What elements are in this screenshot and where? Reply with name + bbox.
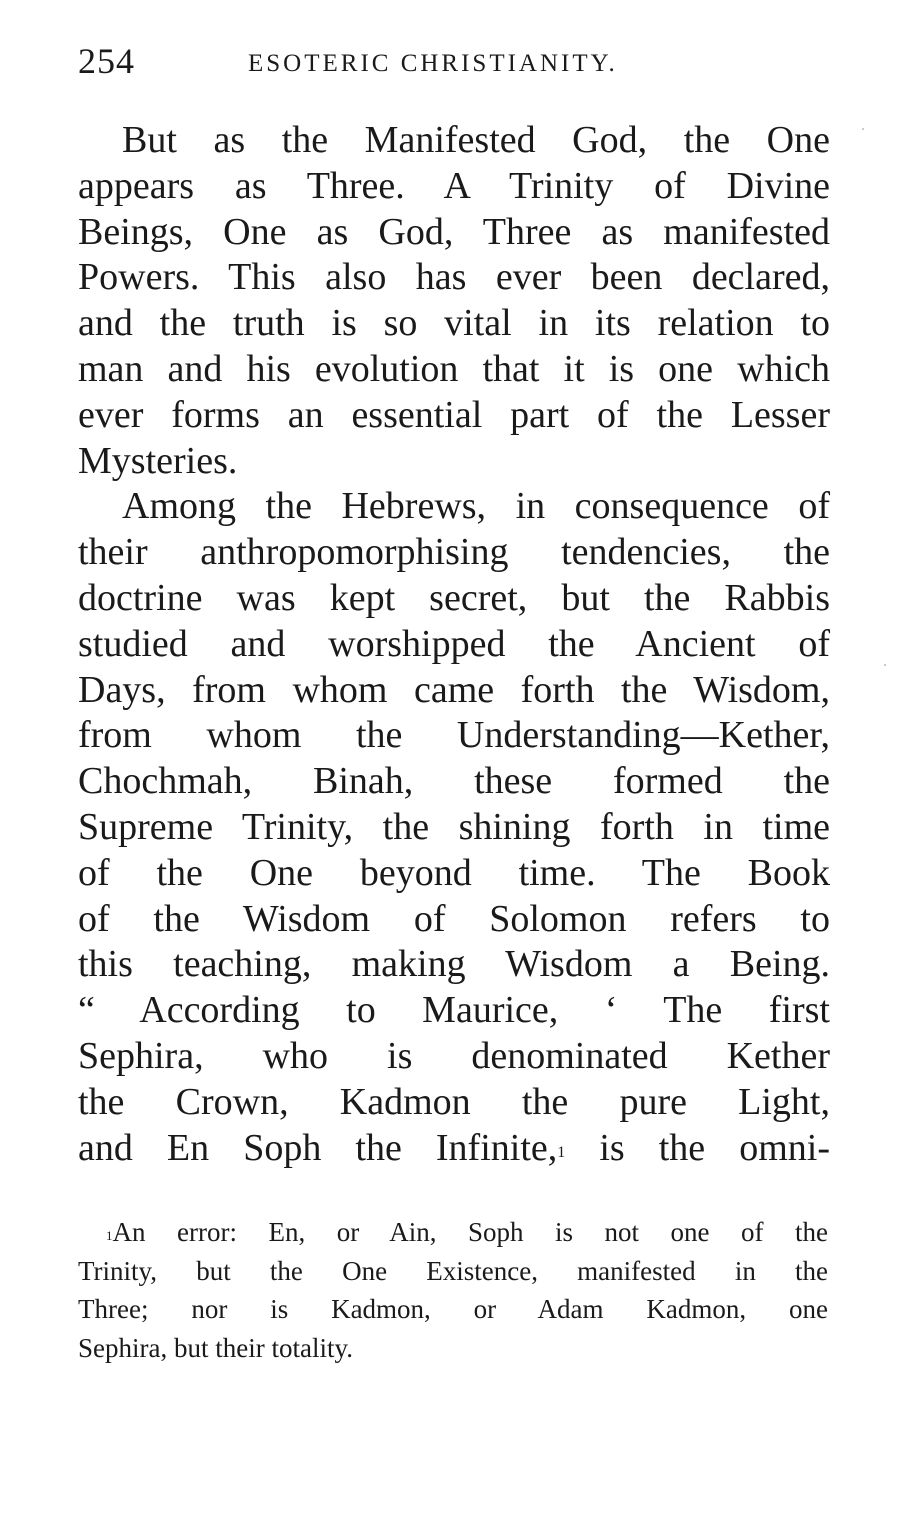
running-title: ESOTERIC CHRISTIANITY. [248,50,618,77]
text-line: Powers. This also has ever been declared, [78,256,830,299]
text-line: Beings, One as God, Three as manifested [78,210,830,253]
footnote-line: Trinity, but the One Existence, manifested in the [78,1255,828,1286]
text-line: appears as Three. A Trinity of Divine [78,164,830,207]
text-line: studied and worshipped the Ancient of [78,622,830,665]
page-header [78,40,838,88]
text-line: of the Wisdom of Solomon refers to [78,897,830,940]
paper-speck [884,664,886,666]
text-line: from whom the Understanding—Kether, [78,714,830,757]
text-line: “ According to Maurice, ‘ The first [78,989,830,1032]
text-line: doctrine was kept secret, but the Rabbis [78,576,830,619]
body-text [78,118,830,1171]
text-line: their anthropomorphising tendencies, the [78,531,830,574]
paragraph-2 [78,484,830,1171]
footnote-line [78,1213,828,1252]
footnote-text: An error: En, or Ain, Soph is not one of the [112,1217,828,1247]
text-line: Sephira, who is denominated Kether [78,1034,830,1077]
text-line: Days, from whom came forth the Wisdom, [78,668,830,711]
text-line: Among the Hebrews, in consequence of [122,485,830,528]
text-line-with-footnote [78,1126,830,1172]
text-line: man and his evolution that it is one which [78,347,830,390]
text-line: Mysteries. [78,439,238,482]
text-line: But as the Manifested God, the One [122,119,830,161]
footnote-line: Three; nor is Kadmon, or Adam Kadmon, one [78,1294,828,1324]
text-fragment: and En Soph the Infinite, [78,1126,558,1169]
text-line: the Crown, Kadmon the pure Light, [78,1080,830,1123]
text-line: of the One beyond time. The Book [78,851,830,894]
paragraph-1 [78,118,830,484]
text-line: this teaching, making Wisdom a Being. [78,943,830,986]
footnote-reference[interactable]: 1 [557,1143,566,1161]
text-line: and the truth is so vital in its relation to [78,302,830,345]
text-line: Chochmah, Binah, these formed the [78,760,830,803]
text-line: ever forms an essential part of the Lesser [78,393,830,436]
footnote [78,1213,828,1367]
footnote-marker: 1 [106,1228,113,1243]
footnote-line: Sephira, but their totality. [78,1332,353,1363]
page-number: 254 [78,41,135,81]
text-line: Supreme Trinity, the shining forth in time [78,805,830,848]
paper-speck [862,128,864,130]
text-fragment: is the omni- [565,1126,831,1169]
